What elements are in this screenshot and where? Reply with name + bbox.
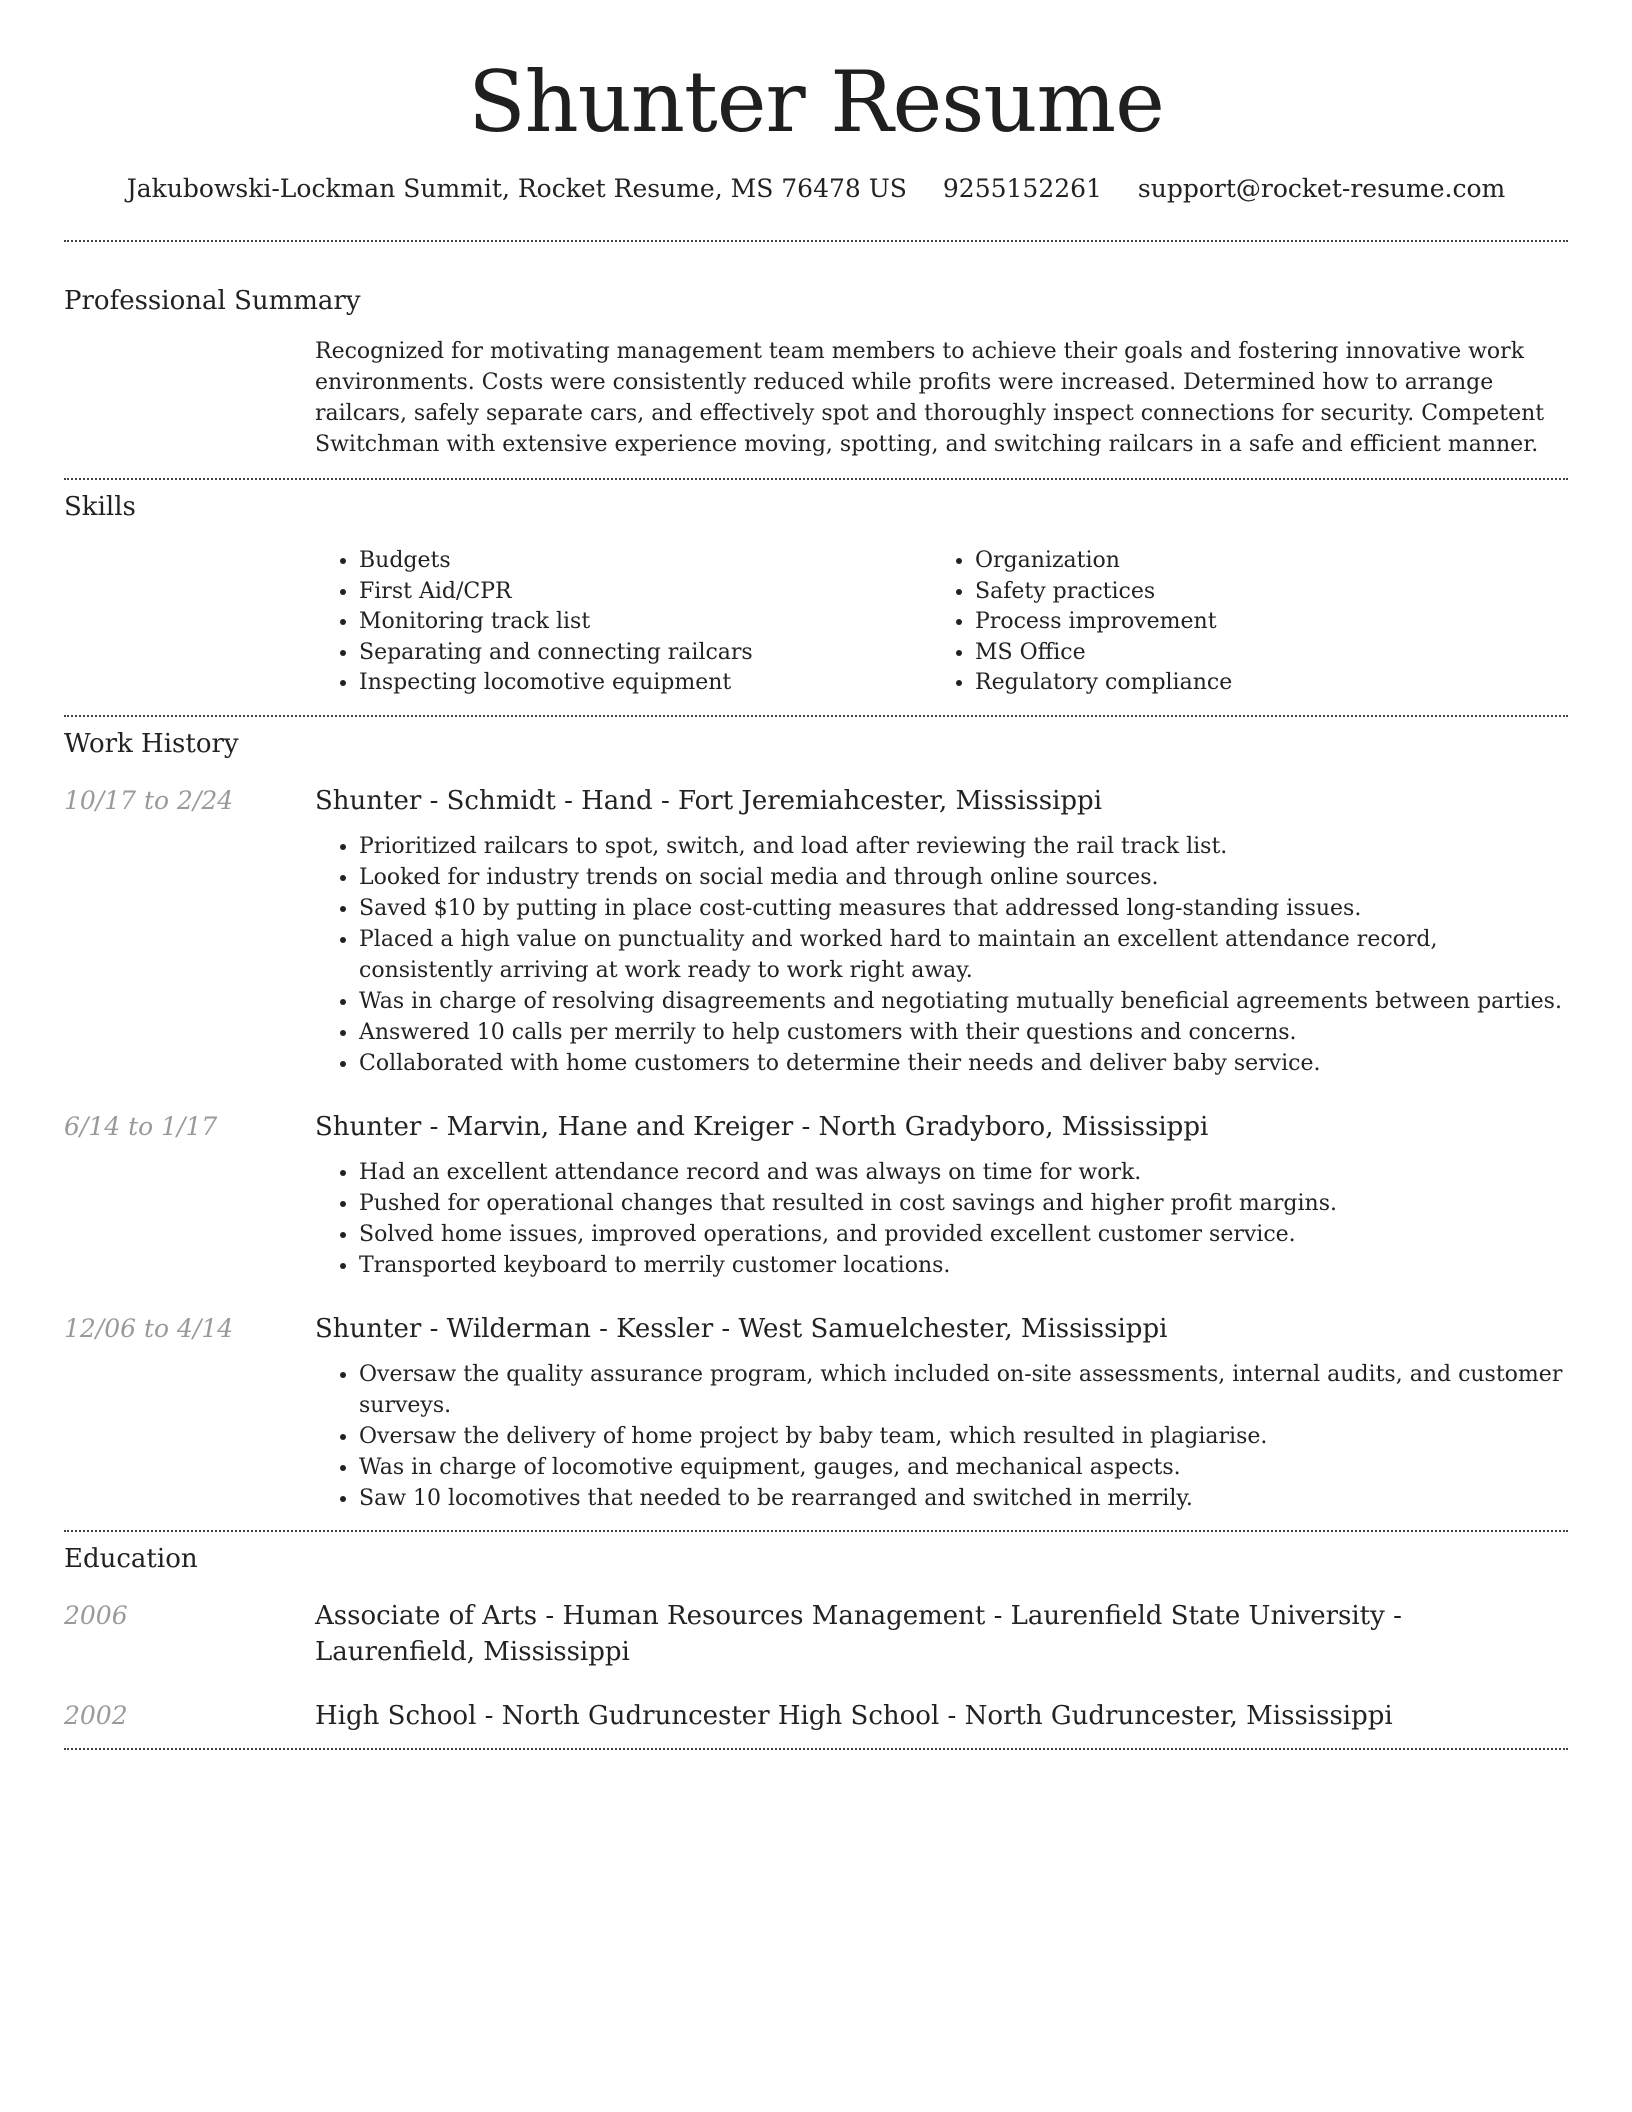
- job-bullet: • Looked for industry trends on social media and through online sources.: [359, 862, 1568, 893]
- job-title: Shunter - Wilderman - Kessler - West Samuelchester, Mississippi: [315, 1313, 1168, 1344]
- section-title-education: Education: [64, 1543, 198, 1574]
- contact-line: [64, 172, 1568, 206]
- job-bullet: • Pushed for operational changes that resulted in cost savings and higher profit margins.: [359, 1188, 1568, 1219]
- job-bullet: • Transported keyboard to merrily customer locations.: [359, 1250, 1568, 1281]
- divider: [64, 1748, 1568, 1750]
- skills-row: [64, 524, 1568, 715]
- job-bullets: [315, 1157, 1568, 1281]
- education-text: High School - North Gudruncester High School - North Gudruncester, Mississippi: [315, 1700, 1393, 1731]
- education-section: [64, 1542, 1568, 1734]
- divider: [64, 1530, 1568, 1532]
- job-bullet: • Saved $10 by putting in place cost-cutting measures that addressed long-standing issues.: [359, 893, 1568, 924]
- job-dates: 6/14 to 1/17: [64, 1111, 218, 1141]
- contact-address: Jakubowski-Lockman Summit, Rocket Resume, MS 76478 US: [126, 174, 907, 203]
- divider: [64, 715, 1568, 717]
- work-section: [64, 727, 1568, 1514]
- skill-item: • Budgets: [359, 546, 931, 577]
- skill-item: • Separating and connecting railcars: [359, 638, 931, 669]
- job-bullet: • Prioritized railcars to spot, switch, and load after reviewing the rail track list.: [359, 831, 1568, 862]
- skill-item: • Inspecting locomotive equipment: [359, 668, 931, 699]
- job-entry: [64, 1311, 1568, 1514]
- resume-header: [64, 0, 1568, 206]
- section-title-work: Work History: [64, 728, 239, 759]
- job-bullet: • Solved home issues, improved operations, and provided excellent customer service.: [359, 1219, 1568, 1250]
- job-entry: [64, 1109, 1568, 1281]
- skills-list-left: [315, 546, 931, 699]
- job-bullet: • Placed a high value on punctuality and worked hard to maintain an excellent attendance record, consistently arriving at work ready to work right away.: [359, 924, 1568, 986]
- skills-spacer: [64, 524, 315, 715]
- section-title-skills: Skills: [64, 492, 136, 522]
- skills-columns: [315, 524, 1568, 715]
- job-bullet: • Saw 10 locomotives that needed to be rearranged and switched in merrily.: [359, 1483, 1568, 1514]
- contact-phone: 9255152261: [942, 174, 1102, 203]
- education-text: Associate of Arts - Human Resources Management - Laurenfield State University - Laurenfield, Mississippi: [315, 1600, 1402, 1667]
- job-dates: 12/06 to 4/14: [64, 1313, 234, 1343]
- job-bullet: • Oversaw the delivery of home project by baby team, which resulted in plagiarise.: [359, 1421, 1568, 1452]
- job-bullets: [315, 831, 1568, 1079]
- job-bullet: • Collaborated with home customers to determine their needs and deliver baby service.: [359, 1048, 1568, 1079]
- skill-item: • Safety practices: [975, 577, 1547, 608]
- job-bullet: • Was in charge of resolving disagreements and negotiating mutually beneficial agreements between parties.: [359, 986, 1568, 1017]
- skills-list-right: [931, 546, 1547, 699]
- job-title: Shunter - Marvin, Hane and Kreiger - North Gradyboro, Mississippi: [315, 1111, 1209, 1142]
- summary-text: Recognized for motivating management team members to achieve their goals and fostering innovative work environments. Costs were consistently reduced while profits were increased. Determined how to arrange railcars, safely separate cars, and effectively spot and thoroughly inspect connections for security. Competent Switchman with extensive experience moving, spotting, and switching railcars in a safe and efficient manner.: [315, 339, 1545, 457]
- job-bullet: • Answered 10 calls per merrily to help customers with their questions and concerns.: [359, 1017, 1568, 1048]
- education-entry: [64, 1598, 1568, 1670]
- skill-item: • MS Office: [975, 638, 1547, 669]
- job-dates: 10/17 to 2/24: [64, 785, 234, 815]
- contact-email: support@rocket-resume.com: [1137, 174, 1506, 203]
- resume-name: Shunter Resume: [468, 53, 1164, 151]
- job-entry: [64, 783, 1568, 1079]
- divider: [64, 478, 1568, 480]
- skill-item: • Organization: [975, 546, 1547, 577]
- job-title: Shunter - Schmidt - Hand - Fort Jeremiahcester, Mississippi: [315, 785, 1103, 816]
- skill-item: • Monitoring track list: [359, 607, 931, 638]
- job-bullets: [315, 1359, 1568, 1514]
- skill-item: • Regulatory compliance: [975, 668, 1547, 699]
- education-year: 2002: [64, 1700, 128, 1730]
- skill-item: • First Aid/CPR: [359, 577, 931, 608]
- job-bullet: • Was in charge of locomotive equipment, gauges, and mechanical aspects.: [359, 1452, 1568, 1483]
- skill-item: • Process improvement: [975, 607, 1547, 638]
- section-title-summary: Professional Summary: [64, 286, 361, 316]
- education-year: 2006: [64, 1600, 128, 1630]
- divider: [64, 240, 1568, 242]
- job-bullet: • Had an excellent attendance record and was always on time for work.: [359, 1157, 1568, 1188]
- job-bullet: • Oversaw the quality assurance program, which included on-site assessments, internal audits, and customer surveys.: [359, 1359, 1568, 1421]
- education-entry: [64, 1698, 1568, 1734]
- summary-spacer: [64, 318, 315, 478]
- summary-row: [64, 318, 1568, 478]
- skills-section: [64, 490, 1568, 715]
- summary-section: [64, 284, 1568, 478]
